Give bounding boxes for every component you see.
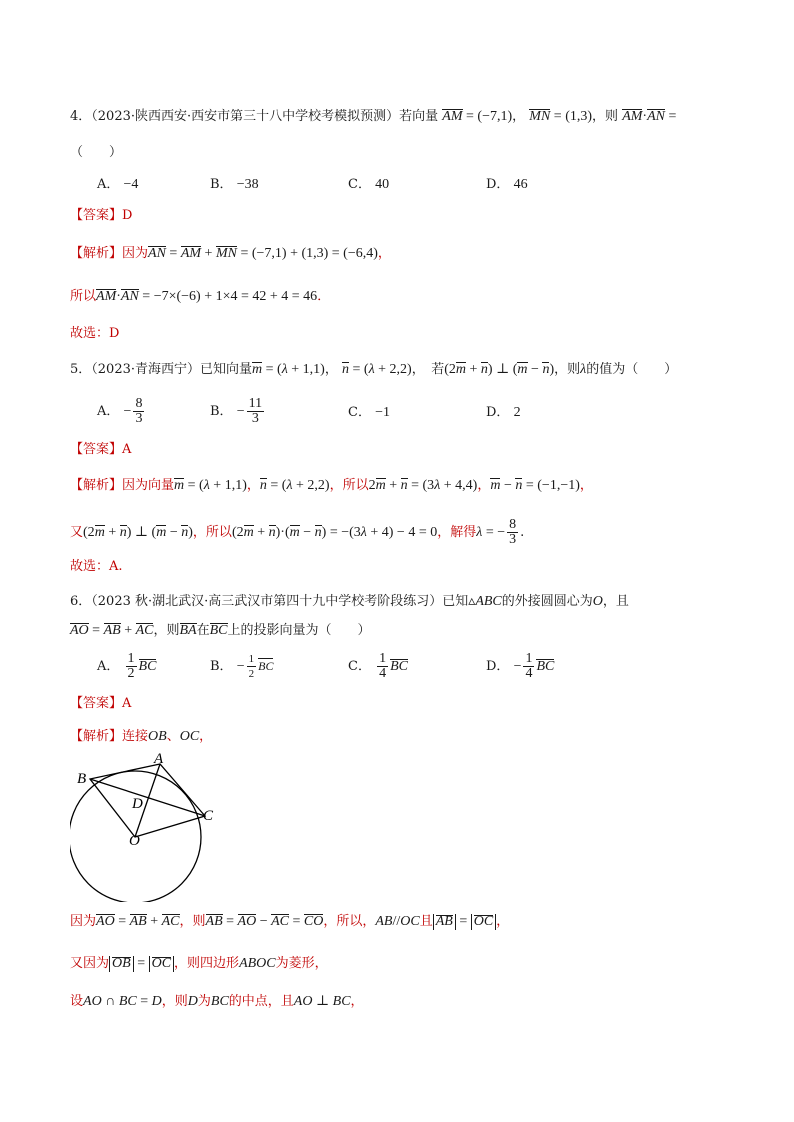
q4-number: 4．: [70, 109, 92, 124]
q6-analysis-4: 设AO ∩ BC = D，则D为BC的中点，且AO ⊥ BC，: [70, 994, 364, 1009]
label-d: D: [132, 796, 143, 812]
q5-option-b: B． − $\frac{11}{3}$: [210, 396, 263, 426]
q4-vec-am: AM = (−7,1): [442, 109, 513, 124]
q5-option-a: A． − $\frac{8}{3}$: [97, 396, 143, 426]
q6-option-c: C． $\frac{1}{4}$ BC: [348, 651, 408, 681]
q4-option-d: D． 46: [486, 177, 528, 192]
q5-analysis-1: 【解析】因为向量m = (λ + 1,1)，n = (λ + 2,2)，所以2m + n = (3λ + 4,4)，m − n = (−1,−1)，: [70, 478, 593, 493]
q4-answer: 【答案】D: [70, 208, 133, 223]
q5-answer: 【答案】A: [70, 442, 132, 457]
q6-answer: 【答案】A: [70, 696, 132, 711]
q5-stem: 5．（2023·青海西宁）已知向量m = (λ + 1,1)， n = (λ + 2,2)， 若(2m + n) ⊥ (m − n)，则λ的值为（ ）: [70, 362, 678, 377]
q6-option-a: A． $\frac{1}{2}$ BC: [97, 651, 157, 681]
label-a: A: [154, 752, 164, 767]
label-c: C: [203, 808, 214, 824]
q6-analysis-3: 又因为 OB = OC ，则四边形ABOC为菱形，: [70, 956, 328, 971]
q5-choose: 故选：A.: [70, 559, 123, 574]
q6-analysis-1: 【解析】连接OB、OC，: [70, 729, 213, 744]
q4-analysis-1: 【解析】因为AN = AM + MN = (−7,1) + (1,3) = (−6,4)，: [70, 246, 391, 261]
q6-stem-1: 6．（2023 秋·湖北武汉·高三武汉市第四十九中学校考阶段练习）已知▵ABC的外接圆圆心为O，且: [70, 594, 629, 609]
q4-analysis-2: 所以AM·AN = −7×(−6) + 1×4 = 42 + 4 = 46．: [70, 289, 331, 304]
q6-option-d: D． − $\frac{1}{4}$ BC: [486, 651, 555, 681]
label-o: O: [129, 833, 140, 849]
q4-option-b: B． −38: [210, 177, 259, 192]
q6-stem-2: AO = AB + AC，则BA在BC上的投影向量为（ ）: [70, 623, 371, 638]
q4-option-c: C． 40: [348, 177, 390, 192]
label-b: B: [77, 771, 87, 787]
q4-stem: 4．（2023·陕西西安·西安市第三十八中学校考模拟预测）若向量 AM = (−7,1)， MN = (1,3)，则 AM·AN =: [70, 109, 677, 124]
q4-dot: AM·AN =: [622, 109, 677, 124]
q4-option-a: A． −4: [97, 177, 139, 192]
q5-analysis-2: 又(2m + n) ⊥ (m − n)，所以(2m + n)·(m − n) = −(3λ + 4) − 4 = 0，解得λ = − $\frac{8}{3}$ .: [70, 517, 525, 547]
q6-option-b: B． − $\frac{1}{2}$ BC: [210, 653, 274, 680]
q6-analysis-2: 因为AO = AB + AC，则AB = AO − AC = CO，所以，AB//OC且 AB = OC ，: [70, 914, 510, 929]
q4-vec-mn: MN = (1,3): [529, 109, 593, 124]
q4-choose: 故选：D: [70, 326, 120, 341]
q4-source: （2023·陕西西安·西安市第三十八中学校考模拟预测）: [91, 109, 400, 124]
q5-option-c: C． −1: [348, 405, 390, 420]
q5-option-d: D． 2: [486, 405, 521, 420]
q4-paren: （ ）: [70, 145, 123, 160]
circle-rhombus-figure: [70, 752, 230, 902]
